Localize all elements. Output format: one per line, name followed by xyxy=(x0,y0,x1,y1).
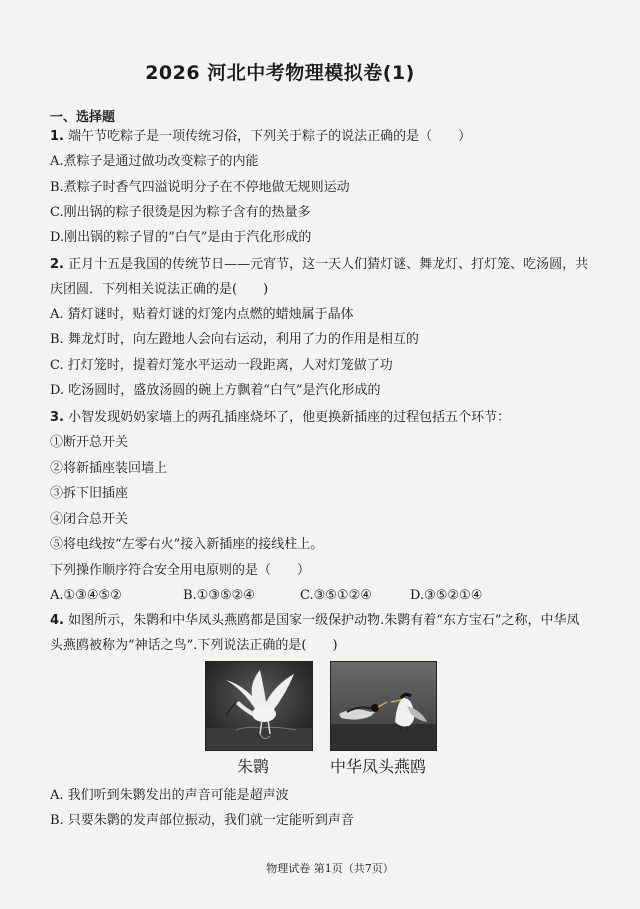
photo-caption-tern: 中华凤头燕鸥 xyxy=(330,757,427,776)
q3-options xyxy=(50,587,595,605)
q3-step: ②将新插座装回墙上 xyxy=(50,461,168,476)
q3-step: ④闭合总开关 xyxy=(50,512,129,527)
question-1-stem xyxy=(50,128,595,146)
question-3-stem xyxy=(50,409,595,427)
q3-option-c: C.③⑤①②④ xyxy=(300,588,372,603)
question-text: 端午节吃粽子是一项传统习俗，下列关于粽子的说法正确的是（ ） xyxy=(68,129,472,144)
q3-option-d: D.③⑤②①④ xyxy=(410,588,483,603)
question-number: 1. xyxy=(50,129,64,144)
q2-option-a: A. 猜灯谜时，贴着灯谜的灯笼内点燃的蜡烛属于晶体 xyxy=(50,307,354,322)
section-heading: 一、选择题 xyxy=(50,110,116,125)
chinese-crested-tern-photo xyxy=(330,661,437,751)
question-text: 如图所示，朱鹮和中华凤头燕鸥都是国家一级保护动物.朱鹮有着“东方宝石”之称，中华凤 xyxy=(68,613,580,628)
question-text: 正月十五是我国的传统节日——元宵节，这一天人们猜灯谜、舞龙灯、打灯笼、吃汤圆，共 xyxy=(68,257,589,272)
question-text: 小智发现奶奶家墙上的两孔插座烧坏了，他更换新插座的过程包括五个环节： xyxy=(68,410,511,425)
crested-ibis-photo xyxy=(205,661,313,751)
q4-option-a: A. 我们听到朱鹮发出的声音可能是超声波 xyxy=(50,788,289,803)
question-2-stem-cont: 庆团圆．下列相关说法正确的是( ) xyxy=(50,282,269,297)
q3-step: ⑤将电线按“左零右火”接入新插座的接线柱上。 xyxy=(50,537,324,552)
question-number: 3. xyxy=(50,410,64,425)
page-title: 2026 河北中考物理模拟卷(1) xyxy=(145,62,415,84)
q3-step: ③拆下旧插座 xyxy=(50,486,129,501)
q3-option-b: B.①③⑤②④ xyxy=(183,588,255,603)
q1-option-d: D.刚出锅的粽子冒的“白气”是由于汽化形成的 xyxy=(50,230,312,245)
q3-option-a: A.①③④⑤② xyxy=(50,588,122,603)
page-footer: 物理试卷 第1页（共7页） xyxy=(266,862,394,875)
q1-option-c: C.刚出锅的粽子很烫是因为粽子含有的热量多 xyxy=(50,205,311,220)
q2-option-b: B. 舞龙灯时，向左蹬地人会向右运动，利用了力的作用是相互的 xyxy=(50,332,419,347)
question-number: 2. xyxy=(50,257,64,272)
q3-step: ①断开总开关 xyxy=(50,435,129,450)
question-2-stem xyxy=(50,256,595,274)
question-number: 4. xyxy=(50,613,64,628)
q2-option-c: C. 打灯笼时，提着灯笼水平运动一段距离，人对灯笼做了功 xyxy=(50,358,393,373)
question-4-stem-cont: 头燕鸥被称为“神话之鸟”.下列说法正确的是( ) xyxy=(50,638,338,653)
q4-option-b: B. 只要朱鹮的发声部位振动，我们就一定能听到声音 xyxy=(50,813,354,828)
question-4-stem xyxy=(50,612,595,630)
photo-caption-ibis: 朱鹮 xyxy=(237,757,270,776)
q2-option-d: D. 吃汤圆时，盛放汤圆的碗上方飘着“白气”是汽化形成的 xyxy=(50,383,381,398)
q1-option-a: A.煮粽子是通过做功改变粽子的内能 xyxy=(50,154,259,169)
q3-question: 下列操作顺序符合安全用电原则的是（ ） xyxy=(50,563,311,578)
q1-option-b: B.煮粽子时香气四溢说明分子在不停地做无规则运动 xyxy=(50,180,350,195)
